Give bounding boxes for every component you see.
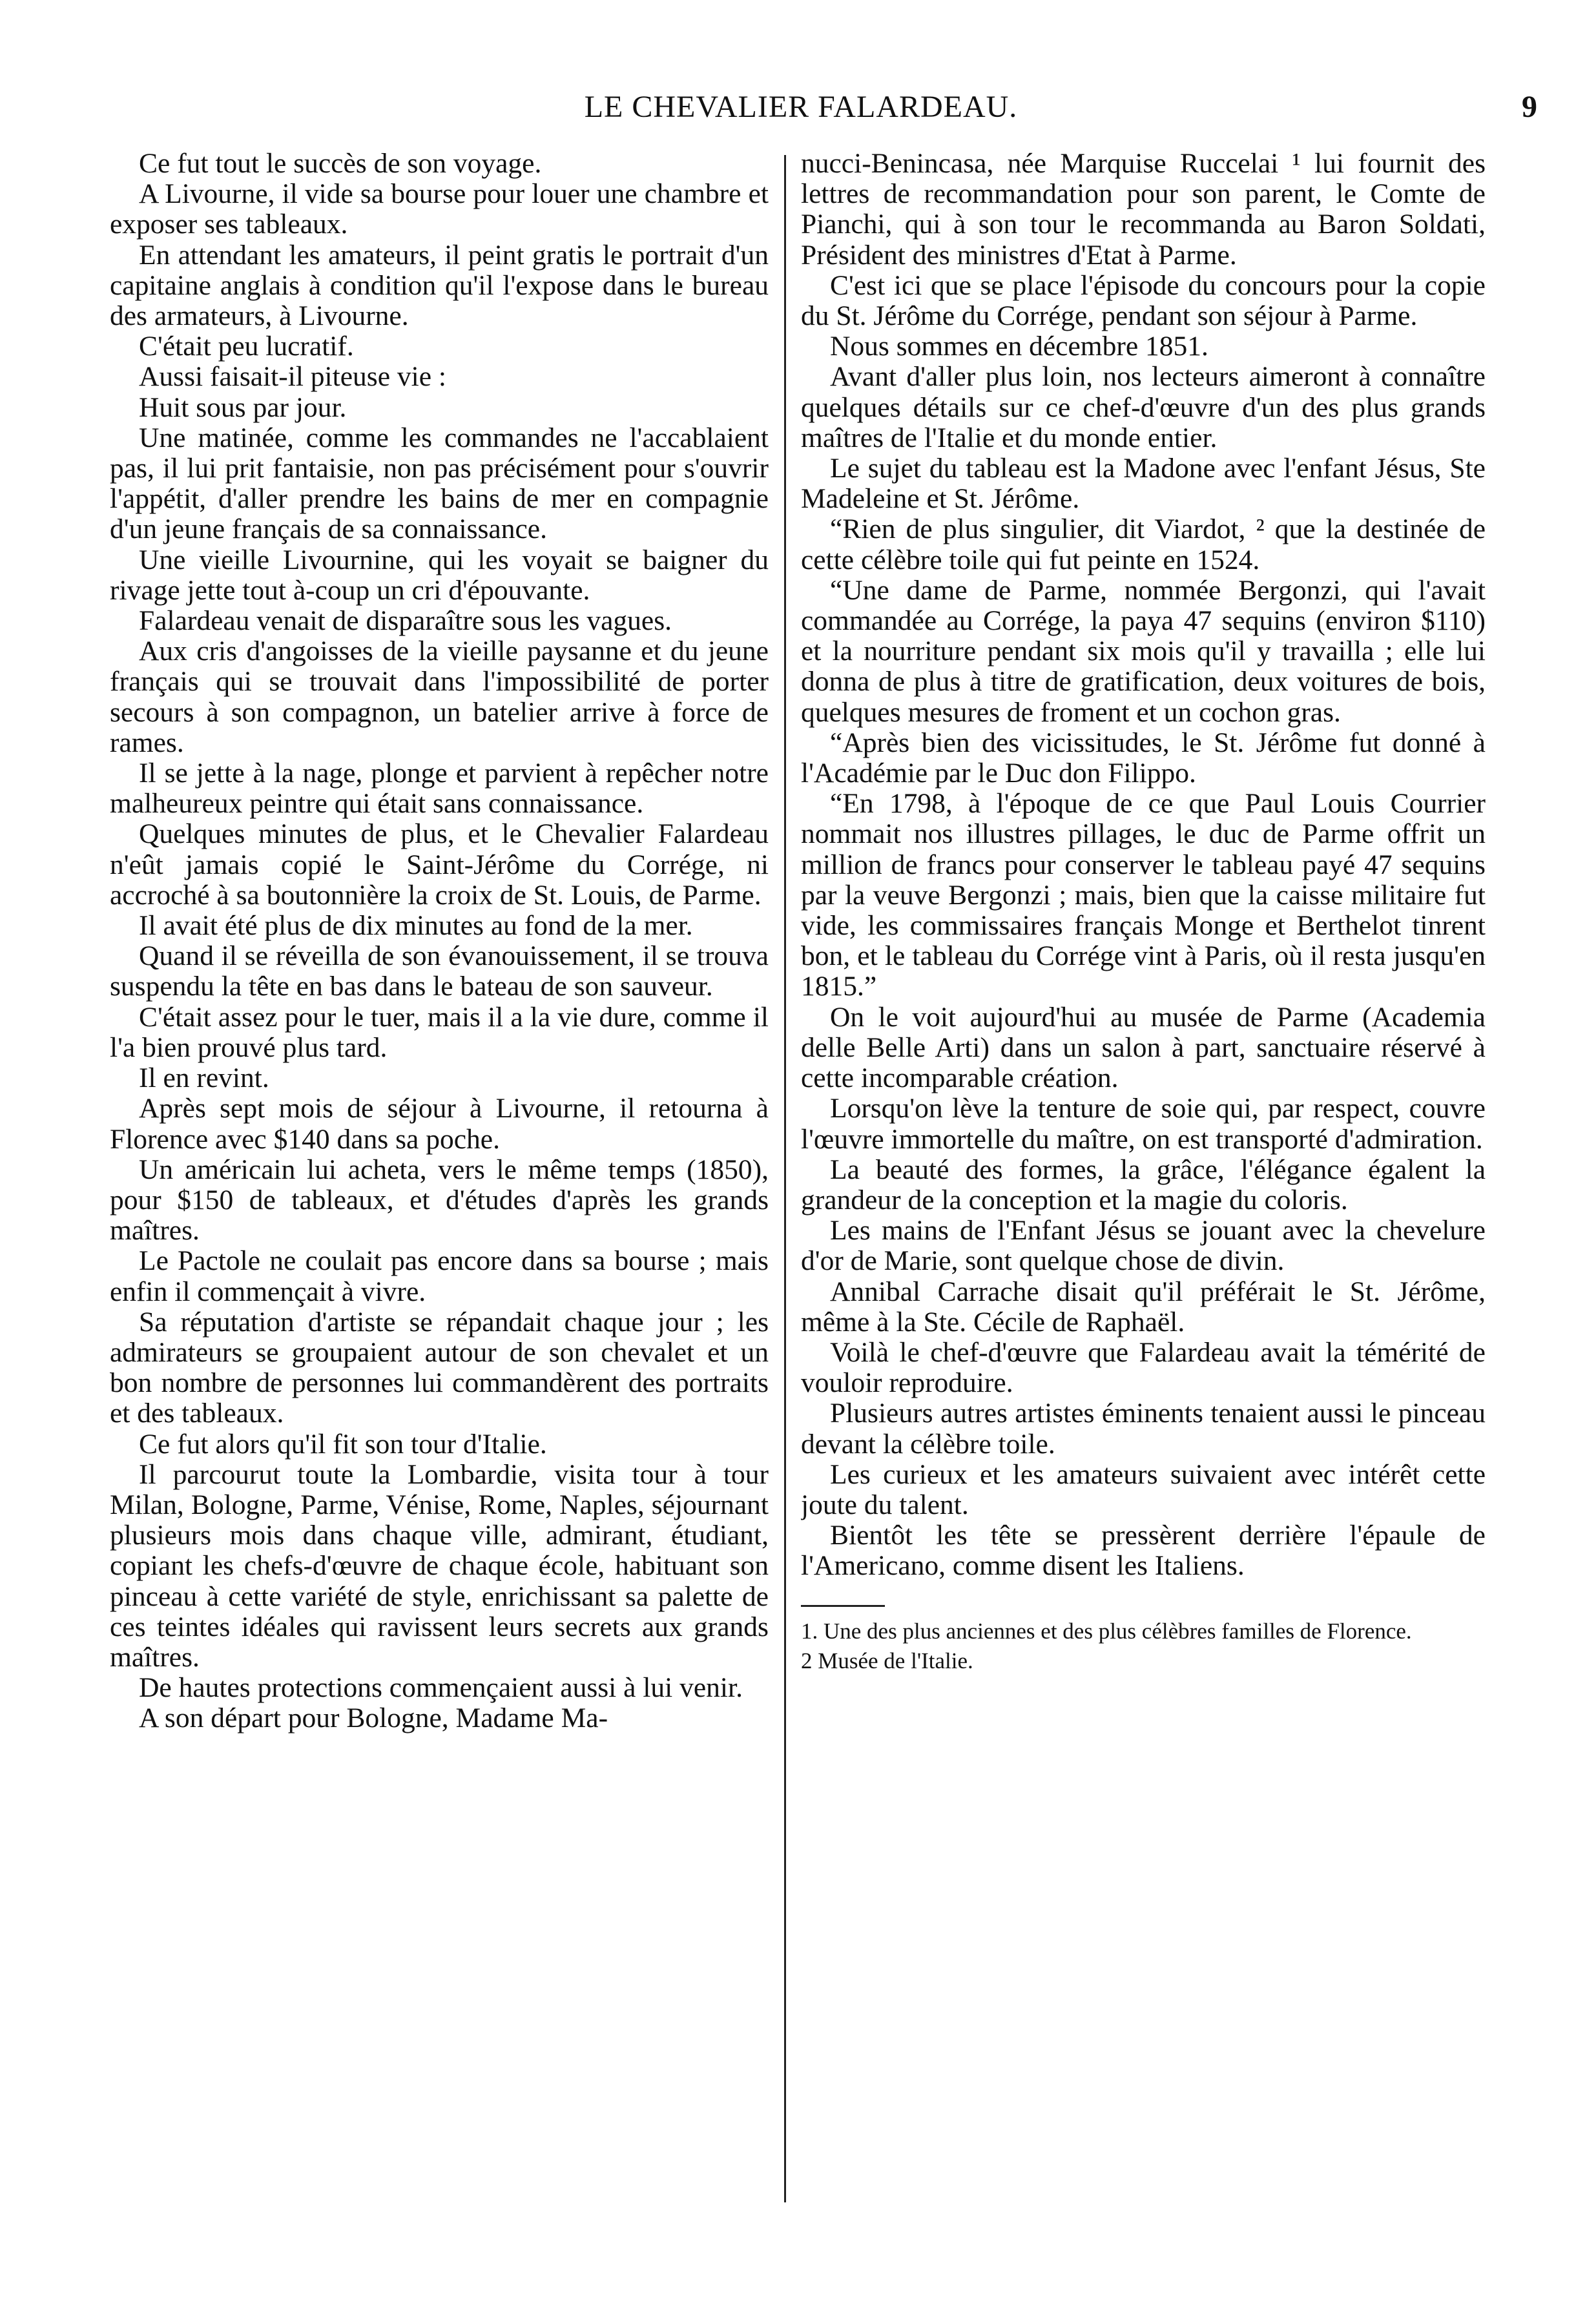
paragraph: Les curieux et les amateurs suivaient avec intérêt cette joute du talent. (801, 1458, 1486, 1520)
running-title: LE CHEVALIER FALARDEAU. (584, 90, 1018, 124)
footnote: 2 Musée de l'Italie. (801, 1648, 973, 1673)
paragraph: Il avait été plus de dix minutes au fond de la mer. (139, 910, 693, 942)
paragraph: On le voit aujourd'hui au musée de Parme (Academia delle Belle Arti) dans un salon à part, sanctuaire réservé à cette incomparable création. (801, 1001, 1486, 1094)
paragraph: Annibal Carrache disait qu'il préférait le St. Jérôme, même à la Ste. Cécile de Raphaël. (801, 1276, 1486, 1338)
paragraph: De hautes protections commençaient aussi à lui venir. (139, 1672, 743, 1704)
right-column-body (801, 149, 1486, 1582)
paragraph: “En 1798, à l'époque de ce que Paul Louis Courrier nommait nos illustres pillages, le duc de Parme offrit un million de francs pour conserver le tableau payé 47 sequins par la veuve Bergonzi ; mais, bien que la caisse militaire fut vide, les commissaires français Monge et Berthelot tinrent bon, et le tableau du Corrége vint à Paris, où il resta jusqu'en 1815.” (801, 788, 1486, 1002)
paragraph: “Une dame de Parme, nommée Bergonzi, qui l'avait commandée au Corrége, la paya 47 sequins (environ $110) et la nourriture pendant six mois qu'il y travailla ; elle lui donna de plus à titre de gratification, deux voitures de bois, quelques mesures de froment et un cochon gras. (801, 574, 1486, 728)
paragraph: Voilà le chef-d'œuvre que Falardeau avait la témérité de vouloir reproduire. (801, 1336, 1486, 1399)
paragraph: Quand il se réveilla de son évanouissement, il se trouva suspendu la tête en bas dans le bateau de son sauveur. (110, 940, 769, 1002)
paragraph: “Après bien des vicissitudes, le St. Jérôme fut donné à l'Académie par le Duc don Filippo. (801, 727, 1486, 789)
footnote-rule (801, 1605, 885, 1607)
paragraph: C'est ici que se place l'épisode du concours pour la copie du St. Jérôme du Corrége, pendant son séjour à Parme. (801, 269, 1486, 332)
paragraph: Aux cris d'angoisses de la vieille paysanne et du jeune français qui se trouvait dans l'impossibilité de porter secours à son compagnon, un batelier arrive à force de rames. (110, 636, 769, 758)
paragraph: “Rien de plus singulier, dit Viardot, ² que la destinée de cette célèbre toile qui fut peinte en 1524. (801, 513, 1486, 575)
column-divider (784, 155, 786, 2202)
paragraph: Nous sommes en décembre 1851. (830, 331, 1208, 362)
paragraph: Sa réputation d'artiste se répandait chaque jour ; les admirateurs se groupaient autour de son chevalet et un bon nombre de personnes lui commandèrent des portraits et des tableaux. (110, 1306, 769, 1429)
paragraph: Il en revint. (139, 1062, 269, 1094)
paragraph: Il parcourut toute la Lombardie, visita tour à tour Milan, Bologne, Parme, Vénise, Rome, Naples, séjournant plusieurs mois dans chaque ville, admirant, étudiant, copiant les chefs-d'œuvre de chaque école, habituant son pinceau à cette variété de style, enrichissant sa palette de ces teintes idéales qui ravissent leurs secrets aux grands maîtres. (110, 1458, 769, 1673)
paragraph: Avant d'aller plus loin, nos lecteurs aimeront à connaître quelques détails sur ce chef-d'œuvre d'un des plus grands maîtres de l'Italie et du monde entier. (801, 361, 1486, 453)
paragraph: Il se jette à la nage, plonge et parvient à repêcher notre malheureux peintre qui était sans connaissance. (110, 758, 769, 820)
paragraph: Lorsqu'on lève la tenture de soie qui, par respect, couvre l'œuvre immortelle du maître, on est transporté d'admiration. (801, 1093, 1486, 1155)
paragraph: Aussi faisait-il piteuse vie : (139, 361, 446, 393)
paragraph: C'était assez pour le tuer, mais il a la vie dure, comme il l'a bien prouvé plus tard. (110, 1001, 769, 1063)
paragraph: Falardeau venait de disparaître sous les vagues. (139, 605, 672, 637)
paragraph: En attendant les amateurs, il peint gratis le portrait d'un capitaine anglais à condition qu'il l'expose dans le bureau des armateurs, à Livourne. (110, 239, 769, 332)
paragraph: Une matinée, comme les commandes ne l'accablaient pas, il lui prit fantaisie, non pas précisément pour s'ouvrir l'appétit, d'aller prendre les bains de mer en compagnie d'un jeune français de sa connaissance. (110, 422, 769, 545)
paragraph: Un américain lui acheta, vers le même temps (1850), pour $150 de tableaux, et d'études d'après les grands maîtres. (110, 1154, 769, 1247)
paragraph: nucci-Benincasa, née Marquise Ruccelai ¹ lui fournit des lettres de recommandation pour son parent, le Comte de Pianchi, qui à son tour le recommanda au Baron Soldati, Président des ministres d'Etat à Parme. (801, 149, 1486, 271)
footnotes (801, 1619, 1486, 1674)
paragraph: Ce fut alors qu'il fit son tour d'Italie. (139, 1428, 547, 1460)
paragraph: Après sept mois de séjour à Livourne, il retourna à Florence avec $140 dans sa poche. (110, 1093, 769, 1155)
paragraph: C'était peu lucratif. (139, 331, 354, 362)
paragraph: Les mains de l'Enfant Jésus se jouant avec la chevelure d'or de Marie, sont quelque chose de divin. (801, 1215, 1486, 1277)
paragraph: Bientôt les tête se pressèrent derrière l'épaule de l'Americano, comme disent les Italiens. (801, 1520, 1486, 1582)
page-header (90, 84, 1537, 129)
paragraph: Plusieurs autres artistes éminents tenaient aussi le pinceau devant la célèbre toile. (801, 1398, 1486, 1460)
footnote: 1. Une des plus anciennes et des plus célèbres familles de Florence. (801, 1618, 1412, 1644)
paragraph: Le Pactole ne coulait pas encore dans sa bourse ; mais enfin il commençait à vivre. (110, 1245, 769, 1307)
paragraph: A son départ pour Bologne, Madame Ma- (139, 1702, 608, 1734)
left-column (110, 149, 769, 2261)
paragraph: A Livourne, il vide sa bourse pour louer une chambre et exposer ses tableaux. (110, 178, 769, 240)
paragraph: Une vieille Livournine, qui les voyait se baigner du rivage jette tout à-coup un cri d'épouvante. (110, 544, 769, 606)
paragraph: La beauté des formes, la grâce, l'élégance égalent la grandeur de la conception et la magie du coloris. (801, 1154, 1486, 1216)
paragraph: Ce fut tout le succès de son voyage. (139, 149, 542, 179)
page-number: 9 (1522, 90, 1537, 124)
paragraph: Le sujet du tableau est la Madone avec l'enfant Jésus, Ste Madeleine et St. Jérôme. (801, 453, 1486, 515)
paragraph: Huit sous par jour. (139, 391, 347, 423)
paragraph: Quelques minutes de plus, et le Chevalier Falardeau n'eût jamais copié le Saint-Jérôme du Corrége, ni accroché à sa boutonnière la croix de St. Louis, de Parme. (110, 818, 769, 911)
right-column (801, 149, 1486, 2261)
